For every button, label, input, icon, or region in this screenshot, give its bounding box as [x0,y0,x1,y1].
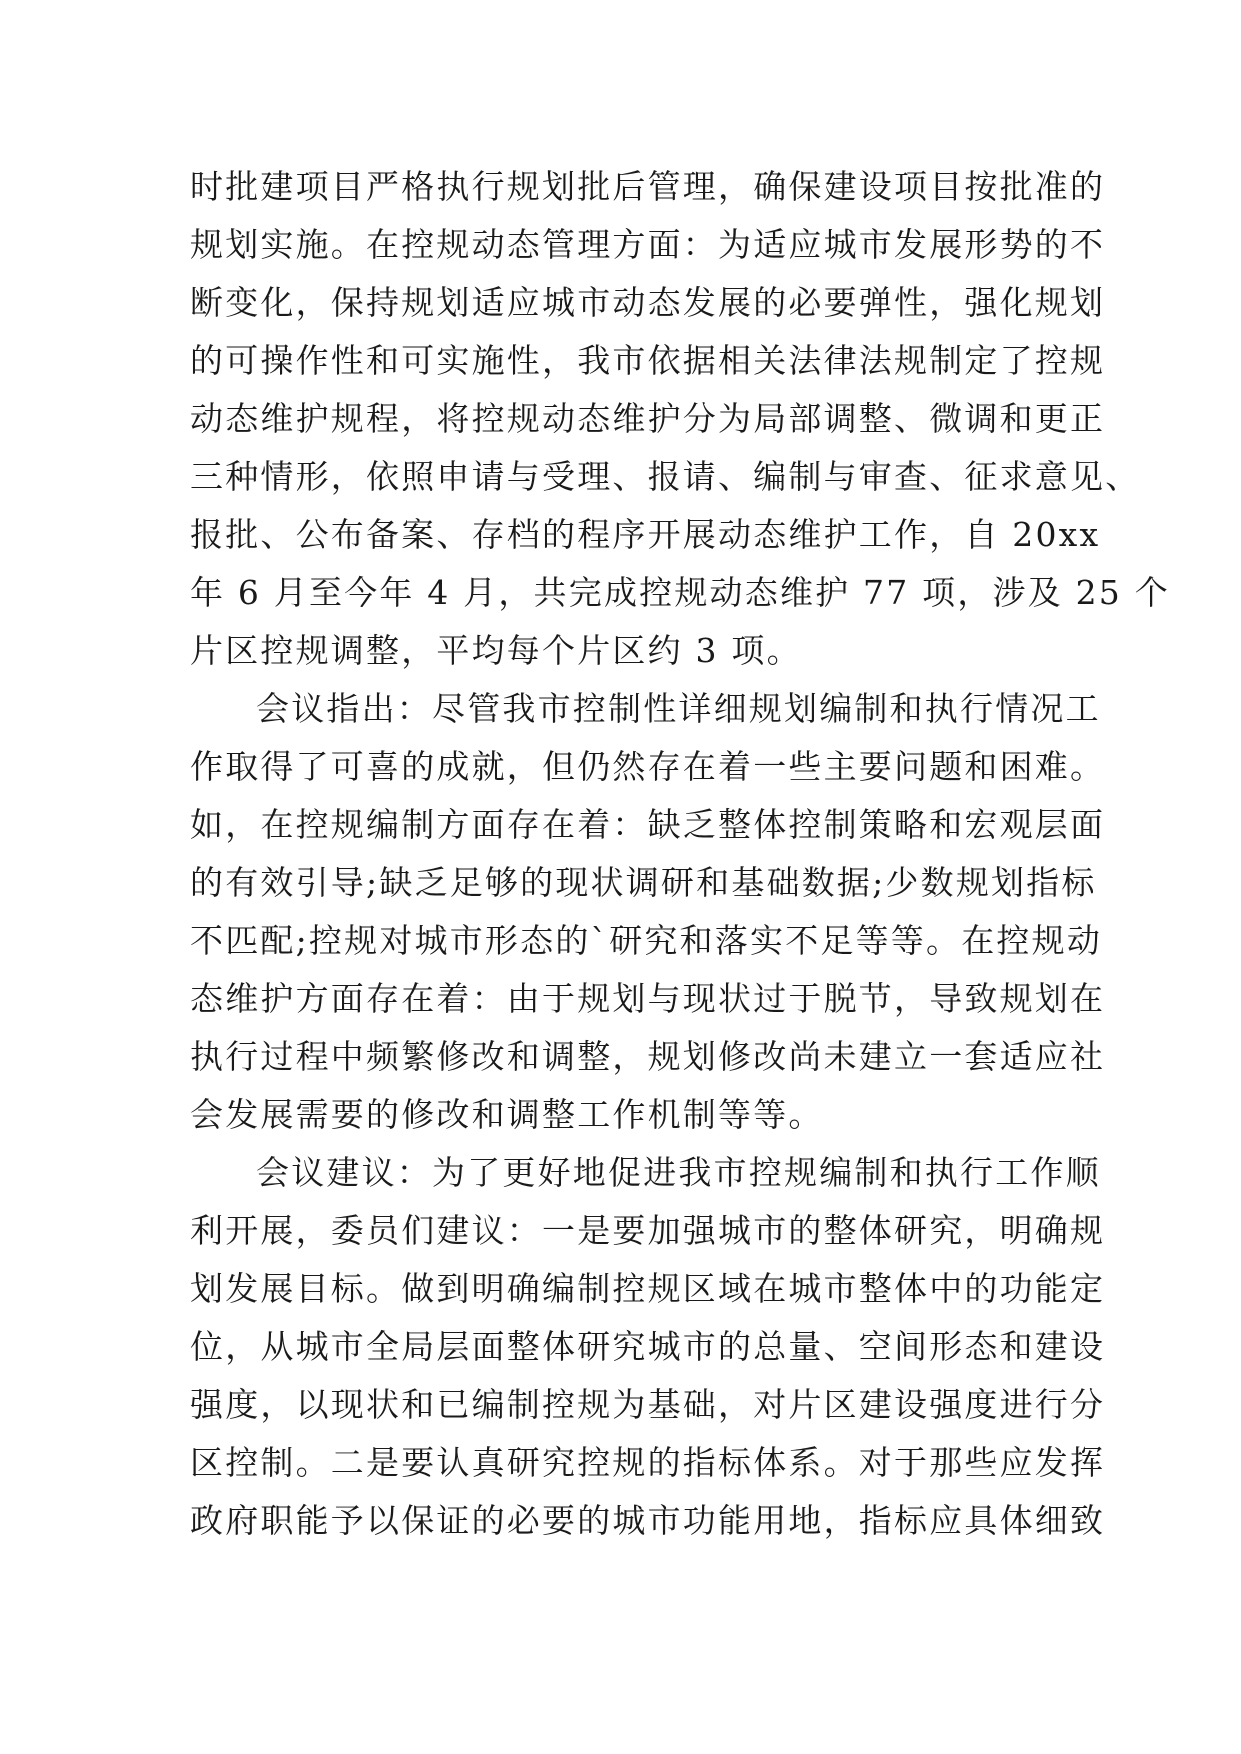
text-line: 不匹配;控规对城市形态的`研究和落实不足等等。在控规动 [190,921,1103,960]
text-line: 区控制。二是要认真研究控规的指标体系。对于那些应发挥 [190,1443,1106,1482]
text-line: 规划实施。在控规动态管理方面：为适应城市发展形势的不 [190,225,1106,264]
text-line: 作取得了可喜的成就，但仍然存在着一些主要问题和困难。 [190,747,1106,786]
text-line: 时批建项目严格执行规划批后管理，确保建设项目按批准的 [190,167,1106,206]
text-line: 如，在控规编制方面存在着：缺乏整体控制策略和宏观层面 [190,805,1106,844]
text-line: 划发展目标。做到明确编制控规区域在城市整体中的功能定 [190,1269,1106,1308]
text-line: 片区控规调整，平均每个片区约 3 项。 [190,631,802,670]
text-line: 政府职能予以保证的必要的城市功能用地，指标应具体细致 [190,1501,1106,1540]
text-line: 的可操作性和可实施性，我市依据相关法律法规制定了控规 [190,341,1106,380]
text-line: 三种情形，依照申请与受理、报请、编制与审查、征求意见、 [190,457,1141,496]
text-line: 利开展，委员们建议：一是要加强城市的整体研究，明确规 [190,1211,1106,1250]
text-line: 强度，以现状和已编制控规为基础，对片区建设强度进行分 [190,1385,1106,1424]
text-line: 位，从城市全局层面整体研究城市的总量、空间形态和建设 [190,1327,1106,1366]
text-line: 动态维护规程，将控规动态维护分为局部调整、微调和更正 [190,399,1106,438]
paragraph-3 [190,1144,1106,1550]
text-line: 会发展需要的修改和调整工作机制等等。 [190,1095,824,1134]
paragraph-1 [190,158,1170,680]
text-line: 年 6 月至今年 4 月，共完成控规动态维护 77 项，涉及 25 个 [190,573,1170,612]
text-line-first: 会议建议：为了更好地促进我市控规编制和执行工作顺 [256,1153,1101,1192]
text-line: 的有效引导;缺乏足够的现状调研和基础数据;少数规划指标 [190,863,1097,902]
text-line: 态维护方面存在着：由于规划与现状过于脱节，导致规划在 [190,979,1106,1018]
text-line: 报批、公布备案、存档的程序开展动态维护工作，自 20xx [190,515,1101,554]
text-line: 执行过程中频繁修改和调整，规划修改尚未建立一套适应社 [190,1037,1106,1076]
text-line-first: 会议指出：尽管我市控制性详细规划编制和执行情况工 [256,689,1101,728]
document-body [190,158,1170,1550]
text-line: 断变化，保持规划适应城市动态发展的必要弹性，强化规划 [190,283,1106,322]
paragraph-2 [190,680,1106,1144]
